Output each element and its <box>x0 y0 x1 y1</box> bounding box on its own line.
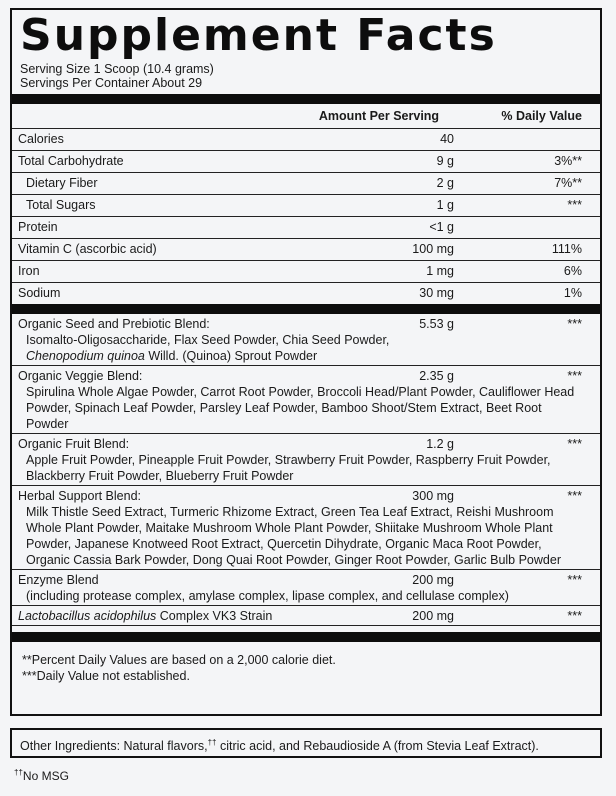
servings-per-container: Servings Per Container About 29 <box>20 76 203 90</box>
serving-size: Serving Size 1 Scoop (10.4 grams) <box>20 62 214 76</box>
footnote-dv: **Percent Daily Values are based on a 2,000 calorie diet. <box>22 653 336 667</box>
table-header <box>12 104 600 128</box>
nutrient-row: Total Sugars 1 g *** <box>12 195 600 217</box>
supplement-facts-panel <box>10 8 602 716</box>
nutrient-row: Dietary Fiber 2 g 7%** <box>12 173 600 195</box>
footnote-not-established: ***Daily Value not established. <box>22 669 190 683</box>
amount-header: Amount Per Serving <box>318 109 440 123</box>
footnotes <box>12 642 600 684</box>
nutrient-list <box>12 129 600 304</box>
divider-thick <box>12 304 600 314</box>
blend-item: Organic Veggie Blend: 2.35 g *** Spirulina Whole Algae Powder, Carrot Root Powder, Broccoli Head/Plant Powder, Cauliflower Head Powder, Spinach Leaf Powder, Parsley Leaf Powder, Bamboo Shoot/Stem Extract, Beet Root Powder <box>12 366 600 434</box>
blend-item: Organic Fruit Blend: 1.2 g *** Apple Fruit Powder, Pineapple Fruit Powder, Strawberry Fruit Powder, Raspberry Fruit Powder, Blackberry Fruit Powder, Blueberry Fruit Powder <box>12 434 600 486</box>
panel-title: Supplement Facts <box>20 10 497 61</box>
nutrient-row: Total Carbohydrate 9 g 3%** <box>12 151 600 173</box>
blend-item: Enzyme Blend 200 mg *** (including protease complex, amylase complex, lipase complex, and cellulase complex) <box>12 570 600 606</box>
other-ingredients: Other Ingredients: Natural flavors,†† citric acid, and Rebaudioside A (from Stevia Leaf Extract). <box>10 728 602 758</box>
nutrient-row: Sodium 30 mg 1% <box>18 286 582 300</box>
blend-item: Organic Seed and Prebiotic Blend: 5.53 g *** Isomalto-Oligosaccharide, Flax Seed Powder, Chia Seed Powder, Chenopodium quinoa Willd. (Quinoa) Sprout Powder <box>12 314 600 366</box>
blend-item: Herbal Support Blend: 300 mg *** Milk Thistle Seed Extract, Turmeric Rhizome Extract, Green Tea Leaf Extract, Reishi Mushroom Whole Plant Powder, Maitake Mushroom Whole Plant Powder, Shiitake Mushroom Whole Plant Powder, Japanese Knotweed Root Extract, Quercetin Dihydrate, Organic Maca Root Powder, Organic Cassia Bark Powder, Dong Quai Root Powder, Ginger Root Powder, Garlic Bulb Powder <box>12 486 600 570</box>
divider-thick <box>12 94 600 104</box>
probiotic-row: Lactobacillus acidophilus Complex VK3 Strain 200 mg *** <box>12 606 600 626</box>
divider-thick <box>12 632 600 642</box>
blend-list <box>12 314 600 626</box>
no-msg-note: ††No MSG <box>14 768 69 783</box>
dv-header: % Daily Value <box>501 109 582 123</box>
nutrient-row: Iron 1 mg 6% <box>12 261 600 283</box>
nutrient-row: Calories 40 <box>12 129 600 151</box>
nutrient-row: Protein <1 g <box>12 217 600 239</box>
nutrient-row: Vitamin C (ascorbic acid) 100 mg 111% <box>12 239 600 261</box>
